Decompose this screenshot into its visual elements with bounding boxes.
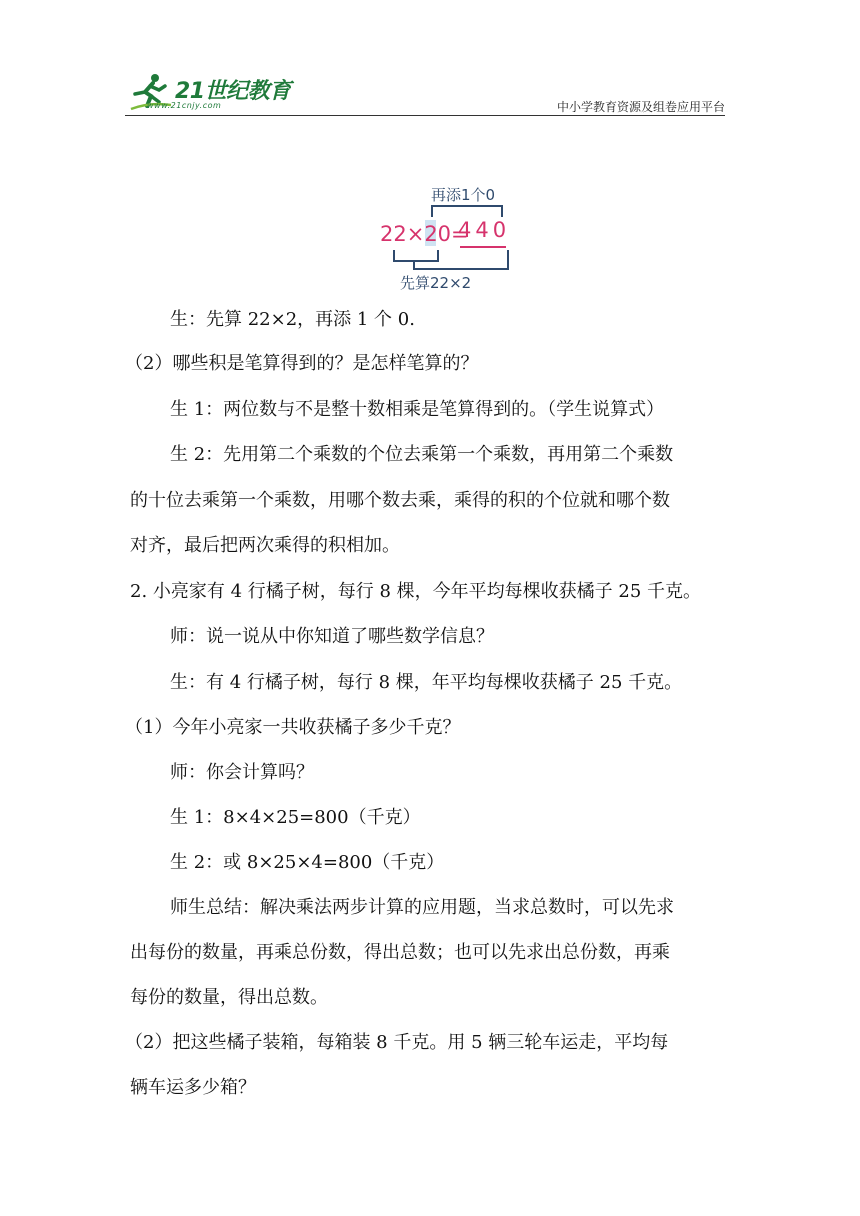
bottom-bracket-base: [413, 268, 509, 270]
equation-right: 440: [458, 218, 511, 242]
header-rule: [125, 115, 725, 116]
paragraph-line: 生：有 4 行橘子树，每行 8 棵，年平均每棵收获橘子 25 千克。: [170, 672, 683, 693]
paragraph-line: 生 1：8×4×25=800（千克）: [170, 807, 421, 828]
diagram-bottom-label: 先算22×2: [400, 274, 472, 292]
logo: [125, 68, 325, 116]
paragraph-line: （2）把这些橘子装箱，每箱装 8 千克。用 5 辆三轮车运走，平均每: [125, 1032, 669, 1053]
paragraph-line: 师生总结：解决乘法两步计算的应用题，当求总数时，可以先求: [170, 897, 674, 918]
paragraph-line: 生：先算 22×2，再添 1 个 0.: [170, 309, 415, 330]
logo-text: 21世纪教育: [175, 79, 291, 104]
paragraph-line: 师：你会计算吗？: [170, 762, 314, 783]
bottom-bracket: [393, 250, 439, 262]
logo-url: www.21cnjy.com: [147, 101, 222, 110]
bottom-bracket-right: [507, 250, 509, 268]
page-header: [125, 68, 725, 118]
paragraph-line: 每份的数量，得出总数。: [130, 987, 328, 1008]
paragraph-line: 2. 小亮家有 4 行橘子树，每行 8 棵，今年平均每棵收获橘子 25 千克。: [130, 581, 702, 602]
paragraph-line: （1）今年小亮家一共收获橘子多少千克？: [125, 717, 461, 738]
paragraph-line: 师：说一说从中你知道了哪些数学信息？: [170, 626, 494, 647]
paragraph-line: 生 1：两位数与不是整十数相乘是笔算得到的。（学生说算式）: [170, 399, 665, 420]
diagram-top-label: 再添1个0: [431, 186, 496, 204]
platform-name: 中小学教育资源及组卷应用平台: [556, 100, 725, 114]
top-bracket: [431, 205, 503, 217]
paragraph-line: 的十位去乘第一个乘数，用哪个数去乘，乘得的积的个位就和哪个数: [130, 490, 670, 511]
product-underline: [460, 246, 506, 248]
paragraph-line: （2）哪些积是笔算得到的？是怎样笔算的？: [125, 353, 479, 374]
paragraph-line: 生 2：或 8×25×4=800（千克）: [170, 852, 445, 873]
paragraph-line: 辆车运多少箱？: [130, 1077, 256, 1098]
equation-left: 22×20=: [380, 222, 469, 246]
multiplication-diagram: [375, 180, 535, 295]
paragraph-line: 生 2：先用第二个乘数的个位去乘第一个乘数，再用第二个乘数: [170, 444, 674, 465]
paragraph-line: 出每份的数量，再乘总份数，得出总数；也可以先求出总份数，再乘: [130, 942, 670, 963]
paragraph-line: 对齐，最后把两次乘得的积相加。: [130, 535, 400, 556]
bottom-bracket-stem: [413, 260, 415, 268]
